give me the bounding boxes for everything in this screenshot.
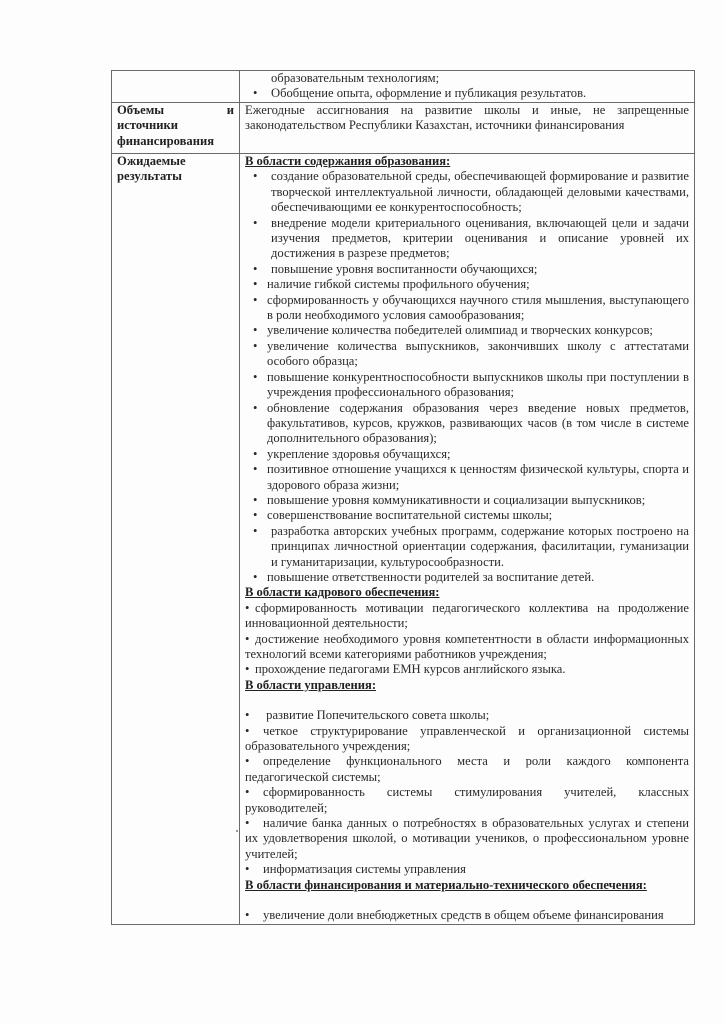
bullet-icon: • — [245, 708, 250, 723]
bullet-icon: • — [245, 662, 250, 677]
bullet-icon: • — [253, 400, 258, 415]
education-content-list-4 — [245, 570, 689, 585]
bullet-icon: • — [253, 277, 258, 292]
list-item: • прохождение педагогами ЕМН курсов английского языка. — [245, 662, 566, 677]
education-content-list-3 — [245, 524, 689, 570]
finance-logistics-list — [245, 908, 689, 923]
bullet-icon: • — [253, 462, 258, 477]
row-label-expected-results — [112, 154, 240, 925]
bullet-icon: • — [245, 816, 250, 831]
list-item: • сформированность у обучающихся научного стиля мышления, выступающего в роли необходимого условия самообразования; — [253, 292, 689, 323]
list-item: • внедрение модели критериального оценивания, включающей цели и задачи изучения предметов, критерии оценивания и описание уровней их достижения в разрезе предметов; — [253, 215, 689, 261]
bullet-icon: • — [253, 508, 258, 523]
list-item: • обновление содержания образования через введение новых предметов, факультативов, курсов, кружков, развивающих часов (в том числе в системе дополнительного образования); — [253, 400, 689, 446]
education-content-list-2 — [245, 277, 689, 524]
list-item: • Обобщение опыта, оформление и публикация результатов. — [253, 86, 587, 101]
list-item: • укрепление здоровья обучащихся; — [253, 446, 451, 461]
bullet-icon: • — [245, 631, 250, 646]
list-item: • повышение уровня воспитанности обучающихся; — [253, 261, 538, 276]
label-word: и — [226, 103, 234, 117]
bullet-icon: • — [245, 723, 250, 738]
list-item: • развитие Попечительского совета школы; — [245, 708, 490, 723]
list-item: • определение функционального места и роли каждого компонента педагогической системы; — [245, 754, 689, 784]
bullet-icon: • — [245, 785, 250, 800]
table-row-expected-results — [112, 154, 695, 925]
list-item: • информатизация системы управления — [245, 862, 466, 877]
bullet-icon: • — [253, 569, 258, 584]
list-item: • повышение уровня коммуникативности и социализации выпускников; — [253, 492, 646, 507]
bullet-icon: • — [253, 292, 258, 307]
list-item: • повышение конкурентноспособности выпускников школы при поступлении в учреждения профессионального образования; — [253, 369, 689, 400]
label-line: источники — [117, 118, 178, 133]
section-heading-staffing: В области кадрового обеспечения: — [245, 585, 440, 600]
section-heading-finance-logistics: В области финансирования и материально-технического обеспечения: — [245, 877, 647, 892]
bullet-icon: • — [253, 215, 258, 230]
list-item: • позитивное отношение учащихся к ценностям физической культуры, спорта и здорового образа жизни; — [253, 462, 689, 492]
bullet-icon: • — [245, 600, 250, 615]
table-row-funding — [112, 103, 695, 154]
bullet-icon: • — [245, 862, 250, 877]
bullet-icon: • — [245, 754, 250, 769]
bullet-icon: • — [253, 369, 258, 384]
list-item: • наличие банка данных о потребностях в образовательных услугах и степени их удовлетворения школой, о мотивации учеников, о профессиональном уровне учителей; — [245, 816, 689, 861]
bullet-icon: • — [253, 446, 258, 461]
section-heading-management: В области управления: — [245, 677, 377, 692]
list-item: • сформированность системы стимулирования учителей, классных руководителей; — [245, 785, 689, 815]
row-content-expected-results — [240, 154, 695, 925]
list-item: • увеличение количества выпускников, закончивших школу с аттестатами особого образца; — [253, 338, 689, 369]
label-line: Ожидаемые — [117, 154, 186, 168]
bullet-icon: • — [253, 323, 258, 338]
bullet-icon: • — [253, 492, 258, 507]
label-word: Объемы — [117, 103, 165, 117]
list-item: • создание образовательной среды, обеспечивающей формирование и развитие творческой интеллектуальной личности, обладающей деловыми качествами, обеспечивающими ее конкурентоспособность; — [253, 169, 689, 215]
list-item: • разработка авторских учебных программ, содержание которых построено на принципах личностной ориентации содержания, фасилитации, гуманизации и гуманитаризации, культуросообразности. — [253, 523, 689, 569]
bullet-icon: • — [253, 261, 258, 276]
management-list — [245, 708, 689, 877]
label-line: результаты — [117, 169, 182, 184]
bullet-icon: • — [253, 169, 258, 184]
program-passport-table — [111, 70, 695, 925]
list-item: • сформированность мотивации педагогического коллектива на продолжение инновационной деятельности; — [245, 600, 689, 631]
education-content-list — [245, 169, 689, 277]
list-item: • наличие гибкой системы профильного обучения; — [253, 277, 530, 292]
row-content-continuation — [240, 71, 695, 103]
scan-speck — [236, 830, 238, 832]
table-row-continuation — [112, 71, 695, 103]
row-label-funding — [112, 103, 240, 154]
bullet-icon: • — [253, 338, 258, 353]
row-label-empty — [112, 71, 240, 103]
list-item: • достижение необходимого уровня компетентности в области информационных технологий всеми категориями работников учреждения; — [245, 631, 689, 661]
list-item: • увеличение доли внебюджетных средств в общем объеме финансирования — [245, 908, 664, 923]
list-item: • повышение ответственности родителей за воспитание детей. — [253, 569, 595, 584]
row-content-funding — [240, 103, 695, 154]
list-item: • четкое структурирование управленческой и организационной системы образовательного учреждения; — [245, 723, 689, 754]
bullet-icon: • — [253, 523, 258, 538]
label-line: финансирования — [117, 133, 215, 148]
bullet-icon: • — [253, 86, 258, 101]
list-item: • увеличение количества победителей олимпиад и творческих конкурсов; — [253, 323, 653, 338]
funding-text: Ежегодные ассигнования на развитие школы и иные, не запрещенные законодательством Республики Казахстан, источники финансирования — [245, 103, 689, 133]
list-item: образовательным технологиям; — [271, 71, 440, 85]
bullet-icon: • — [245, 908, 250, 923]
section-heading-education-content: В области содержания образования: — [245, 154, 451, 168]
staffing-list — [245, 601, 689, 678]
list-item: • совершенствование воспитательной системы школы; — [253, 508, 553, 523]
